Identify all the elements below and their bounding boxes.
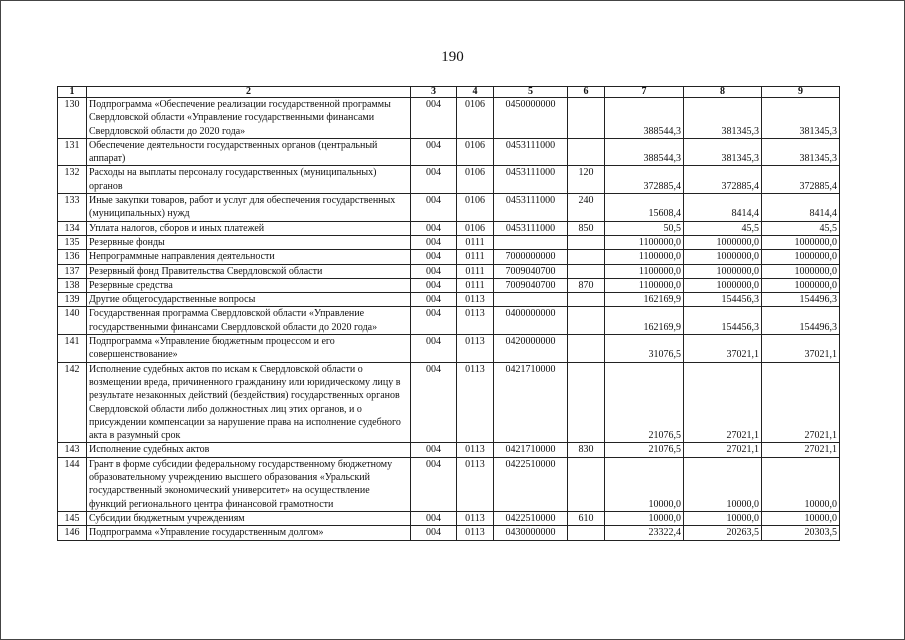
- cell-code-5: 0430000000: [494, 526, 568, 540]
- row-name: Уплата налогов, сборов и иных платежей: [87, 221, 411, 235]
- column-header: 1: [58, 87, 87, 98]
- column-header: 7: [605, 87, 684, 98]
- cell-code-3: 004: [411, 511, 457, 525]
- row-number: 140: [58, 307, 87, 335]
- cell-amount-9: 45,5: [762, 221, 840, 235]
- row-name: Грант в форме субсидии федеральному государственному бюджетному образовательному учреждению высшего образования «Уральский государственный экономический университет» на осуществление функций регионального центра финансовой грамотности: [87, 457, 411, 511]
- cell-code-3: 004: [411, 98, 457, 139]
- row-name: Исполнение судебных актов: [87, 443, 411, 457]
- cell-amount-9: 1000000,0: [762, 264, 840, 278]
- cell-code-6: [568, 362, 605, 443]
- column-header: 9: [762, 87, 840, 98]
- cell-amount-7: 23322,4: [605, 526, 684, 540]
- cell-code-5: 0422510000: [494, 511, 568, 525]
- cell-amount-7: 1100000,0: [605, 278, 684, 292]
- table-row: [58, 194, 840, 222]
- cell-code-5: 0420000000: [494, 335, 568, 363]
- cell-code-3: 004: [411, 362, 457, 443]
- column-header: 6: [568, 87, 605, 98]
- cell-amount-9: 1000000,0: [762, 235, 840, 249]
- cell-amount-8: 27021,1: [684, 362, 762, 443]
- cell-code-4: 0106: [457, 138, 494, 166]
- cell-amount-7: 1100000,0: [605, 250, 684, 264]
- cell-amount-8: 1000000,0: [684, 250, 762, 264]
- cell-amount-9: 1000000,0: [762, 278, 840, 292]
- cell-amount-8: 45,5: [684, 221, 762, 235]
- budget-table: [57, 86, 840, 541]
- table-row: [58, 443, 840, 457]
- cell-code-3: 004: [411, 221, 457, 235]
- column-header: 2: [87, 87, 411, 98]
- cell-code-3: 004: [411, 278, 457, 292]
- row-name: Исполнение судебных актов по искам к Свердловской области о возмещении вреда, причиненного гражданину или юридическому лицу в результате незаконных действий (бездействия) государственных органов Свердловской области либо должностных лиц этих органов, и о присуждении компенсации за нарушение права на исполнение судебного акта в разумный срок: [87, 362, 411, 443]
- page-number: 190: [441, 49, 464, 65]
- cell-amount-7: 10000,0: [605, 457, 684, 511]
- table-row: [58, 526, 840, 540]
- cell-code-4: 0113: [457, 362, 494, 443]
- cell-code-4: 0113: [457, 457, 494, 511]
- cell-code-4: 0111: [457, 250, 494, 264]
- cell-code-3: 004: [411, 235, 457, 249]
- table-row: [58, 362, 840, 443]
- row-name: Другие общегосударственные вопросы: [87, 293, 411, 307]
- cell-amount-8: 10000,0: [684, 457, 762, 511]
- cell-amount-9: 154496,3: [762, 293, 840, 307]
- row-name: Непрограммные направления деятельности: [87, 250, 411, 264]
- cell-code-5: 0421710000: [494, 443, 568, 457]
- cell-code-3: 004: [411, 293, 457, 307]
- row-number: 134: [58, 221, 87, 235]
- cell-code-5: 0422510000: [494, 457, 568, 511]
- cell-code-3: 004: [411, 526, 457, 540]
- row-name: Резервные средства: [87, 278, 411, 292]
- cell-code-3: 004: [411, 335, 457, 363]
- cell-amount-7: 388544,3: [605, 138, 684, 166]
- row-number: 144: [58, 457, 87, 511]
- row-name: Иные закупки товаров, работ и услуг для обеспечения государственных (муниципальных) нужд: [87, 194, 411, 222]
- cell-amount-9: 37021,1: [762, 335, 840, 363]
- table-row: [58, 511, 840, 525]
- cell-code-4: 0111: [457, 235, 494, 249]
- header-row: [58, 87, 840, 98]
- cell-amount-8: 1000000,0: [684, 235, 762, 249]
- cell-amount-9: 10000,0: [762, 457, 840, 511]
- cell-amount-7: 10000,0: [605, 511, 684, 525]
- cell-code-6: 850: [568, 221, 605, 235]
- cell-code-5: 7009040700: [494, 278, 568, 292]
- cell-code-5: 0453111000: [494, 138, 568, 166]
- cell-code-5: 0421710000: [494, 362, 568, 443]
- table-row: [58, 235, 840, 249]
- table-row: [58, 307, 840, 335]
- row-name: Резервный фонд Правительства Свердловской области: [87, 264, 411, 278]
- cell-amount-8: 381345,3: [684, 138, 762, 166]
- row-number: 141: [58, 335, 87, 363]
- cell-code-6: 120: [568, 166, 605, 194]
- cell-code-3: 004: [411, 307, 457, 335]
- cell-amount-7: 388544,3: [605, 98, 684, 139]
- row-number: 133: [58, 194, 87, 222]
- cell-amount-9: 381345,3: [762, 138, 840, 166]
- cell-code-5: 0453111000: [494, 221, 568, 235]
- cell-amount-8: 154456,3: [684, 293, 762, 307]
- cell-code-4: 0106: [457, 194, 494, 222]
- table-row: [58, 221, 840, 235]
- row-number: 138: [58, 278, 87, 292]
- cell-amount-9: 27021,1: [762, 362, 840, 443]
- table-row: [58, 278, 840, 292]
- cell-amount-8: 372885,4: [684, 166, 762, 194]
- cell-amount-7: 50,5: [605, 221, 684, 235]
- cell-code-6: [568, 264, 605, 278]
- row-number: 142: [58, 362, 87, 443]
- cell-amount-8: 10000,0: [684, 511, 762, 525]
- cell-code-4: 0106: [457, 166, 494, 194]
- cell-code-4: 0111: [457, 264, 494, 278]
- row-number: 136: [58, 250, 87, 264]
- cell-code-5: [494, 235, 568, 249]
- cell-amount-8: 381345,3: [684, 98, 762, 139]
- cell-code-3: 004: [411, 264, 457, 278]
- row-name: Обеспечение деятельности государственных органов (центральный аппарат): [87, 138, 411, 166]
- row-number: 137: [58, 264, 87, 278]
- column-header: 5: [494, 87, 568, 98]
- cell-code-4: 0113: [457, 443, 494, 457]
- column-header: 3: [411, 87, 457, 98]
- cell-code-4: 0106: [457, 98, 494, 139]
- cell-code-5: 0400000000: [494, 307, 568, 335]
- row-name: Резервные фонды: [87, 235, 411, 249]
- cell-amount-9: 381345,3: [762, 98, 840, 139]
- cell-code-6: 870: [568, 278, 605, 292]
- cell-amount-7: 1100000,0: [605, 235, 684, 249]
- cell-code-3: 004: [411, 194, 457, 222]
- cell-amount-8: 8414,4: [684, 194, 762, 222]
- table-row: [58, 138, 840, 166]
- cell-code-5: 0453111000: [494, 194, 568, 222]
- cell-amount-7: 372885,4: [605, 166, 684, 194]
- cell-code-6: [568, 293, 605, 307]
- row-number: 135: [58, 235, 87, 249]
- cell-amount-8: 154456,3: [684, 307, 762, 335]
- cell-code-4: 0111: [457, 278, 494, 292]
- cell-amount-7: 1100000,0: [605, 264, 684, 278]
- row-number: 145: [58, 511, 87, 525]
- column-header: 8: [684, 87, 762, 98]
- row-number: 132: [58, 166, 87, 194]
- table-row: [58, 457, 840, 511]
- row-name: Подпрограмма «Управление бюджетным процессом и его совершенствование»: [87, 335, 411, 363]
- cell-code-6: [568, 335, 605, 363]
- cell-amount-8: 20263,5: [684, 526, 762, 540]
- row-number: 143: [58, 443, 87, 457]
- cell-code-5: 0450000000: [494, 98, 568, 139]
- cell-amount-9: 372885,4: [762, 166, 840, 194]
- row-number: 131: [58, 138, 87, 166]
- row-number: 139: [58, 293, 87, 307]
- cell-amount-8: 37021,1: [684, 335, 762, 363]
- cell-code-4: 0113: [457, 307, 494, 335]
- row-name: Государственная программа Свердловской области «Управление государственными финансами Свердловской области до 2020 года»: [87, 307, 411, 335]
- cell-code-6: [568, 138, 605, 166]
- cell-amount-7: 31076,5: [605, 335, 684, 363]
- table-row: [58, 264, 840, 278]
- cell-code-3: 004: [411, 166, 457, 194]
- cell-code-6: 240: [568, 194, 605, 222]
- cell-amount-8: 27021,1: [684, 443, 762, 457]
- cell-code-3: 004: [411, 457, 457, 511]
- cell-code-5: 7000000000: [494, 250, 568, 264]
- cell-amount-9: 8414,4: [762, 194, 840, 222]
- cell-code-5: 7009040700: [494, 264, 568, 278]
- cell-code-3: 004: [411, 443, 457, 457]
- cell-amount-7: 21076,5: [605, 443, 684, 457]
- cell-amount-9: 154496,3: [762, 307, 840, 335]
- cell-amount-7: 162169,9: [605, 307, 684, 335]
- cell-code-3: 004: [411, 138, 457, 166]
- cell-code-6: 610: [568, 511, 605, 525]
- row-name: Подпрограмма «Управление государственным долгом»: [87, 526, 411, 540]
- cell-code-3: 004: [411, 250, 457, 264]
- table-row: [58, 335, 840, 363]
- table-row: [58, 98, 840, 139]
- cell-code-6: 830: [568, 443, 605, 457]
- cell-code-4: 0113: [457, 335, 494, 363]
- cell-code-4: 0113: [457, 293, 494, 307]
- cell-amount-7: 15608,4: [605, 194, 684, 222]
- cell-amount-9: 1000000,0: [762, 250, 840, 264]
- cell-code-6: [568, 250, 605, 264]
- table-row: [58, 293, 840, 307]
- column-header: 4: [457, 87, 494, 98]
- cell-amount-9: 10000,0: [762, 511, 840, 525]
- cell-amount-8: 1000000,0: [684, 278, 762, 292]
- cell-amount-8: 1000000,0: [684, 264, 762, 278]
- cell-code-6: [568, 526, 605, 540]
- cell-amount-7: 21076,5: [605, 362, 684, 443]
- cell-code-6: [568, 307, 605, 335]
- cell-code-5: 0453111000: [494, 166, 568, 194]
- row-name: Подпрограмма «Обеспечение реализации государственной программы Свердловской области «Управление государственными финансами Свердловской области до 2020 года»: [87, 98, 411, 139]
- row-name: Субсидии бюджетным учреждениям: [87, 511, 411, 525]
- cell-code-5: [494, 293, 568, 307]
- table-row: [58, 250, 840, 264]
- row-name: Расходы на выплаты персоналу государственных (муниципальных) органов: [87, 166, 411, 194]
- cell-code-4: 0113: [457, 511, 494, 525]
- row-number: 146: [58, 526, 87, 540]
- cell-amount-7: 162169,9: [605, 293, 684, 307]
- cell-code-6: [568, 235, 605, 249]
- cell-amount-9: 20303,5: [762, 526, 840, 540]
- cell-code-6: [568, 98, 605, 139]
- cell-code-4: 0113: [457, 526, 494, 540]
- cell-code-6: [568, 457, 605, 511]
- table-row: [58, 166, 840, 194]
- row-number: 130: [58, 98, 87, 139]
- cell-code-4: 0106: [457, 221, 494, 235]
- cell-amount-9: 27021,1: [762, 443, 840, 457]
